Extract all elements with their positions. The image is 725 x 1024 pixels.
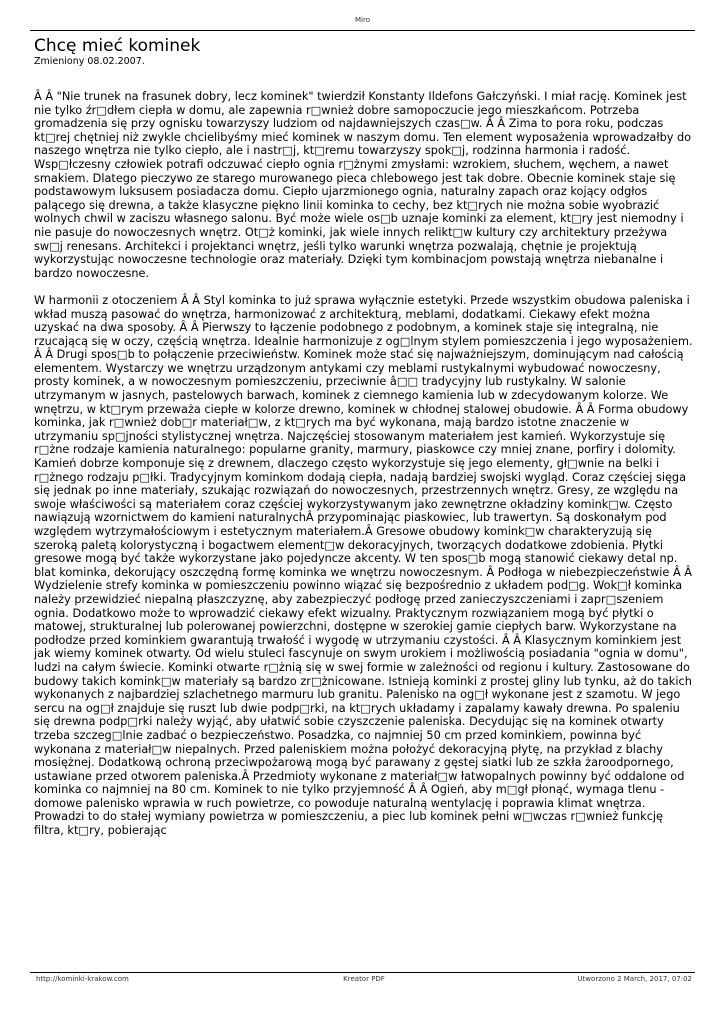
article-paragraph: Â Â "Nie trunek na frasunek dobry, lecz kominek" twierdził Konstanty Ildefons Gałczyński. I miał rację. Kominek jest nie tylko źr□dłem ciepła w domu, ale zapewnia r□wnież dobre samopoczucie jego mieszkańcom. Potrzeba gromadzenia się przy ognisku towarzyszy ludziom od najdawniejszych czas□w. Â Â Zima to pora roku, podczas kt□rej chętniej niż zwykle chcielibyśmy mieć kominek w naszym domu. Ten element wyposażenia wprowadzałby do naszego wnętrza nie tylko ciepło, ale i nastr□j, kt□remu towarzyszy spok□j, rodzinna harmonia i radość. Wsp□łczesny człowiek potrafi odczuwać ciepło ognia r□żnymi zmysłami: wzrokiem, słuchem, węchem, a nawet smakiem. Dlatego pieczywo ze starego murowanego pieca chlebowego jest tak dobre. Obecnie kominek staje się podstawowym luksusem posiadacza domu. Ciepło ujarzmionego ognia, naturalny zapach oraz kojący odgłos palącego się drewna, a także klasyczne piękno linii kominka to cechy, bez kt□rych nie można sobie wyobrazić wolnych chwil w zaciszu własnego salonu. Być może wiele os□b uznaje kominki za element, kt□ry jest niemodny i nie pasuje do nowoczesnych wnętrz. Ot□ż kominki, jak wiele innych relikt□w kultury czy architektury przeżywa sw□j renesans. Architekci i projektanci wnętrz, jeśli tylko warunki wnętrza pozwalają, chętnie je projektują wykorzystując nowoczesne technologie oraz materiały. Dzięki tym kombinacjom powstają wnętrza niebanalne i bardzo nowoczesne. bbox=[34, 90, 692, 280]
footer-created-date: Utworzono 2 March, 2017, 07:02 bbox=[577, 975, 692, 983]
modified-date: Zmieniony 08.02.2007. bbox=[34, 56, 145, 67]
footer-divider bbox=[30, 972, 695, 973]
footer-url[interactable]: http://kominki-krakow.com bbox=[36, 975, 129, 983]
footer-generator: Kreator PDF bbox=[343, 975, 385, 983]
page-header: Miro bbox=[355, 16, 370, 24]
header-divider bbox=[30, 30, 695, 31]
article-title: Chcę mieć kominek bbox=[34, 36, 201, 56]
article-paragraph: W harmonii z otoczeniem Â Â Styl kominka to już sprawa wyłącznie estetyki. Przede wszystkim obudowa paleniska i wkład muszą pasować do wnętrza, harmonizować z architekturą, meblami, dodatkami. Ciekawy efekt można uzyskać na dwa sposoby. Â Â Pierwszy to łączenie podobnego z podobnym, a kominek staje się integralną, nie rzucającą się w oczy, częścią wnętrza. Idealnie harmonizuje z og□lnym stylem pomieszczenia i jego wyposażeniem. Â Â Drugi spos□b to połączenie przeciwieństw. Kominek może stać się najważniejszym, dominującym nad całością elementem. Wystarczy we wnętrzu urządzonym antykami czy meblami rustykalnymi wybudować nowoczesny, prosty kominek, a w nowoczesnym pomieszczeniu, przeciwnie â□□ tradycyjny lub rustykalny. W salonie utrzymanym w jasnych, pastelowych barwach, kominek z ciemnego kamienia lub w zdecydowanym kolorze. We wnętrzu, w kt□rym przeważa ciepłe w kolorze drewno, kominek w chłodnej stalowej obudowie. Â Â Forma obudowy kominka, jak r□wnież dob□r materiał□w, z kt□rych ma być wykonana, mają bardzo istotne znaczenie w utrzymaniu sp□jności stylistycznej wnętrza. Najczęściej stosowanym materiałem jest kamień. Wykorzystuje się r□żne rodzaje kamienia naturalnego: popularne granity, marmury, piaskowce czy mniej znane, porfiry i dolomity. Kamień dobrze komponuje się z drewnem, dlaczego często wykorzystuje się jego elementy, gł□wnie na belki i r□żnego rodzaju p□łki. Tradycyjnym kominkom dodają ciepła, nadają bardziej swojski wygląd. Coraz częściej sięga się jednak po inne materiały, szukając rozwiązań do nowoczesnych, przestrzennych wnętrz. Gresy, ze względu na swoje właściwości są materiałem coraz częściej wykorzystywanym jako zewnętrzne okładziny komink□w. Często nawiązują wzornictwem do kamieni naturalnychÂ przypominając piaskowiec, lub trawertyn. Są doskonałym pod względem wytrzymałościowym i estetycznym materiałem.Â Gresowe obudowy komink□w charakteryzują się szeroką paletą kolorystyczną i bogactwem element□w dekoracyjnych, tworzących dodatkowe zdobienia. Płytki gresowe mogą być także wykorzystane jako pojedyncze akcenty. W ten spos□b mogą stanowić ciekawy detal np. blat kominka, dekorujący oszczędną formę kominka we wnętrzu nowoczesnym. Â Podłoga w niebezpieczeństwie Â Â Wydzielenie strefy kominka w pomieszczeniu powinno wiązać się bezpośrednio z układem pod□g. Wok□ł kominka należy przewidzieć niepalną płaszczyznę, aby zabezpieczyć podłogę przed zanieczyszczeniami i zapr□szeniem ognia. Dodatkowo może to wprowadzić ciekawy efekt wizualny. Praktycznym rozwiązaniem mogą być płytki o matowej, strukturalnej lub polerowanej powierzchni, dostępne w szerokiej gamie ciepłych barw. Wykorzystane na podłodze przed kominkiem gwarantują trwałość i wygodę w utrzymaniu czystości. Â Â Klasycznym kominkiem jest jak wiemy kominek otwarty. Od wielu stuleci fascynuje on swym urokiem i możliwością posiadania "ognia w domu", ludzi na całym świecie. Kominki otwarte r□żnią się w swej formie w zależności od regionu i kultury. Zastosowane do budowy takich komink□w materiały są bardzo zr□żnicowane. Istnieją kominki z prostej gliny lub tynku, aż do takich wykonanych z najbardziej szlachetnego marmuru lub granitu. Palenisko na og□ł wykonane jest z szamotu. W jego sercu na og□ł znajduje się ruszt lub dwie podp□rki, na kt□rych układamy i zapalamy kawały drewna. Po spaleniu się drewna podp□rki należy wyjąć, aby ułatwić sobie czyszczenie paleniska. Decydując się na kominek otwarty trzeba szczeg□lnie zadbać o bezpieczeństwo. Posadzka, co najmniej 50 cm przed kominkiem, powinna być wykonana z materiał□w niepalnych. Przed paleniskiem można położyć dekoracyjną płytę, na przykład z blachy mosiężnej. Dodatkową ochroną przeciwpożarową mogą być parawany z gęstej siatki lub ze szkła żaroodpornego, ustawiane przed otworem paleniska.Â Przedmioty wykonane z materiał□w łatwopalnych powinny być oddalone od kominka co najmniej na 80 cm. Kominek to nie tylko przyjemność Â Â Ogień, aby m□gł płonąć, wymaga tlenu - domowe palenisko wprawia w ruch powietrze, co powoduje naturalną wentylację i poprawia klimat wnętrza. Prowadzi to do stałej wymiany powietrza w pomieszczeniu, a piec lub kominek pełni w□wczas r□wnież funkcję filtra, kt□ry, pobierając bbox=[34, 293, 693, 838]
article-body bbox=[34, 90, 694, 851]
